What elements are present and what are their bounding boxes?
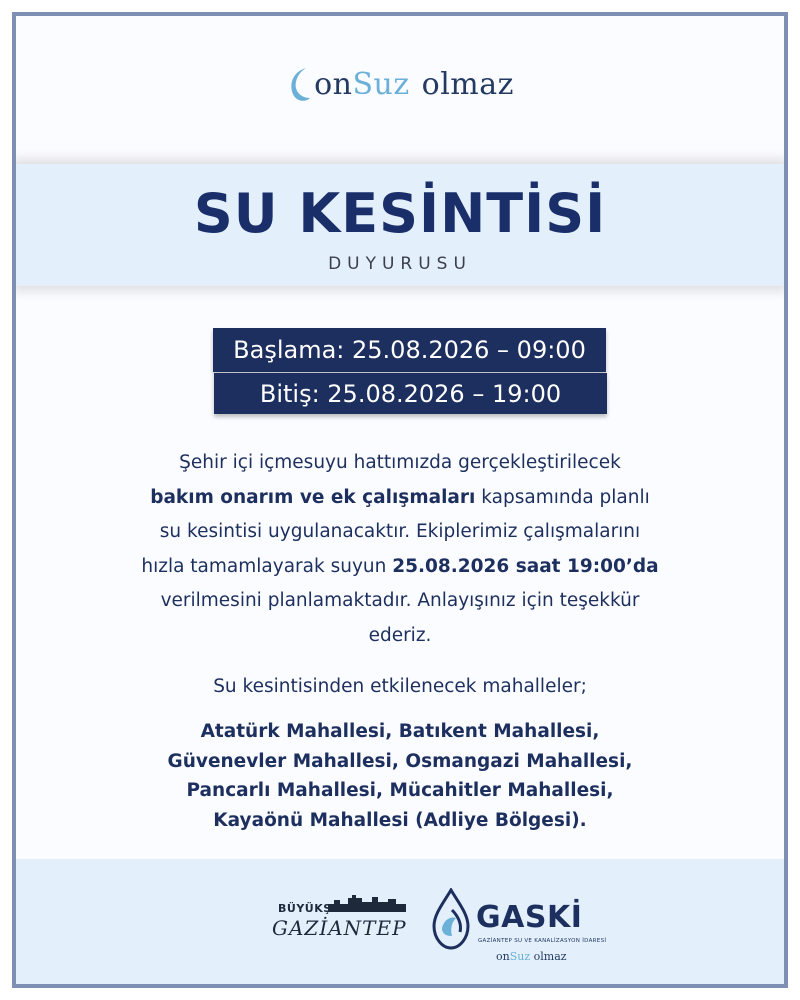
buyuksehir-gaziantep-logo (272, 892, 412, 956)
para-line: Şehir içi içmesuyu hattımızda gerçekleştirilecek (179, 452, 621, 473)
para-bold: 25.08.2026 saat 19:00’da (392, 555, 659, 577)
gaski-slogan-accent: Suz (509, 950, 531, 963)
neighborhood-line: Pancarlı Mahallesi, Mücahitler Mahallesi, (186, 780, 614, 801)
neighborhood-line: Kayaönü Mahallesi (Adliye Bölgesi). (213, 809, 587, 831)
crescent-drop-icon (286, 64, 312, 104)
affected-label: Su kesintisinden etkilenecek mahalleler; (213, 676, 587, 697)
bsb-top-label: BÜYÜKŞEHİR (278, 902, 363, 915)
para-line: ederiz. (368, 624, 432, 646)
gaski-subtitle: GAZİANTEP SU VE KANALİZASYON İDARESİ (478, 938, 607, 944)
onsuz-olmaz-logo (16, 64, 784, 104)
logo-prefix: on (314, 66, 353, 102)
page-subtitle: DUYURUSU (328, 254, 472, 274)
water-drop-icon (430, 888, 472, 950)
page-title: SU KESİNTİSİ (193, 182, 607, 245)
para-line: verilmesini planlamaktadır. Anlayışınız için teşekkür (160, 590, 640, 611)
logo-accent: Suz (352, 66, 410, 102)
gaski-name: GASKİ (476, 900, 583, 935)
announcement-text (96, 446, 704, 653)
poster-frame (12, 12, 788, 988)
gaski-slogan-prefix: on (496, 950, 510, 963)
neighborhood-line: Güvenevler Mahallesi, Osmangazi Mahallesi, (167, 750, 633, 772)
para-line (96, 481, 704, 516)
para-span: kapsamında planlı (475, 486, 650, 508)
para-span: hızla tamamlayarak suyun (141, 555, 393, 577)
neighborhood-list (56, 717, 744, 835)
gaski-logo (426, 882, 606, 972)
gaski-slogan-rest: olmaz (530, 950, 567, 963)
logo-rest: olmaz (421, 66, 514, 102)
bsb-name: GAZİANTEP (272, 916, 407, 940)
para-line: su kesintisi uygulanacaktır. Ekiplerimiz çalışmalarını (159, 521, 641, 542)
end-time-badge: Bitiş: 25.08.2026 – 19:00 (214, 373, 607, 414)
start-time-badge: Başlama: 25.08.2026 – 09:00 (213, 328, 606, 372)
gaski-slogan (496, 950, 567, 963)
para-bold: bakım onarım ve ek çalışmaları (150, 486, 476, 508)
neighborhood-line: Atatürk Mahallesi, Batıkent Mahallesi, (200, 721, 600, 742)
para-line (96, 550, 704, 585)
